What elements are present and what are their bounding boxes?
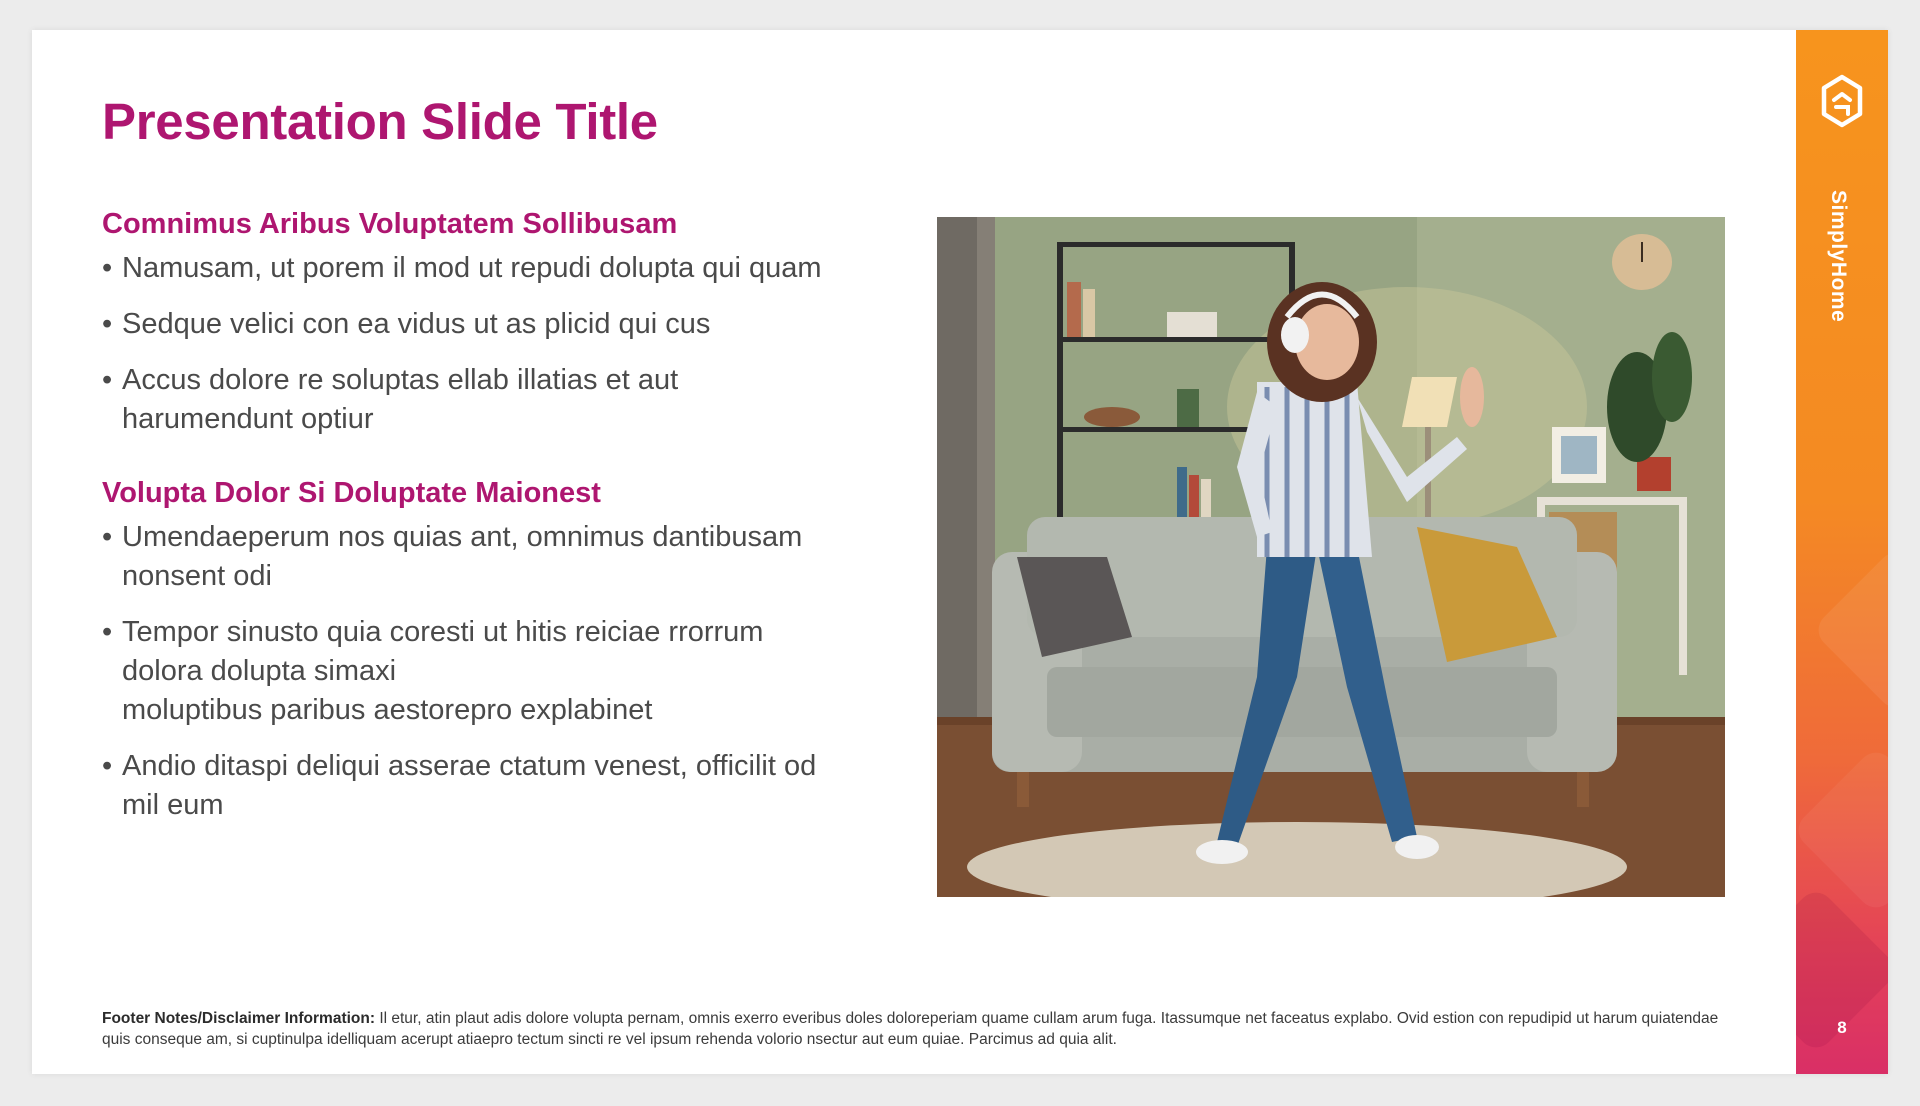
brand-name: SimplyHome [1827,190,1850,323]
footer-notes [102,1008,1742,1050]
section-heading-1: Comnimus Aribus Voluptatem Sollibusam [102,208,678,240]
decorative-shape [1811,545,1888,715]
slide [32,30,1888,1074]
house-hexagon-icon [1820,74,1864,134]
decorative-shape [1796,745,1888,915]
bullet-item: • Andio ditaspi deliqui asserae ctatum venest, officilit od mil eum [102,747,902,825]
bullet-item: • Accus dolore re soluptas ellab illatias et aut harumendunt optiur [102,361,902,439]
slide-content [102,208,902,842]
bullet-list-1 [102,249,902,439]
bullet-item: • Sedque velici con ea vidus ut as plicid qui cus [102,305,902,344]
bullet-item: • Tempor sinusto quia coresti ut hitis reiciae rrorrum dolora dolupta simaxi moluptibus paribus aestorepro explabinet [102,613,902,730]
section-heading-2: Volupta Dolor Si Doluptate Maionest [102,477,601,509]
living-room-photo [937,217,1725,897]
brand-sidebar [1796,30,1888,1074]
bullet-item: • Umendaeperum nos quias ant, omnimus dantibusam nonsent odi [102,518,902,596]
slide-title: Presentation Slide Title [102,93,658,150]
bullet-list-2 [102,518,902,825]
page-number: 8 [1837,1018,1847,1037]
footer-text: Il etur, atin plaut adis dolore volupta pernam, omnis exerro everibus doles doloreperiam quame cullam arum fuga. Itassumque net faceatus explabo. Ovid estion con repudipid ut harum quiatendae quis conseque am, si cuptinulpa idelliquam acerupt atiaepro tectum sincti re vel ipsum rehenda volorio nsectur aut eum quiae. Parcimus ad quia alit. [102,1010,1719,1048]
footer-label: Footer Notes/Disclaimer Information: [102,1010,376,1027]
bullet-item: • Namusam, ut porem il mod ut repudi dolupta qui quam [102,249,902,288]
